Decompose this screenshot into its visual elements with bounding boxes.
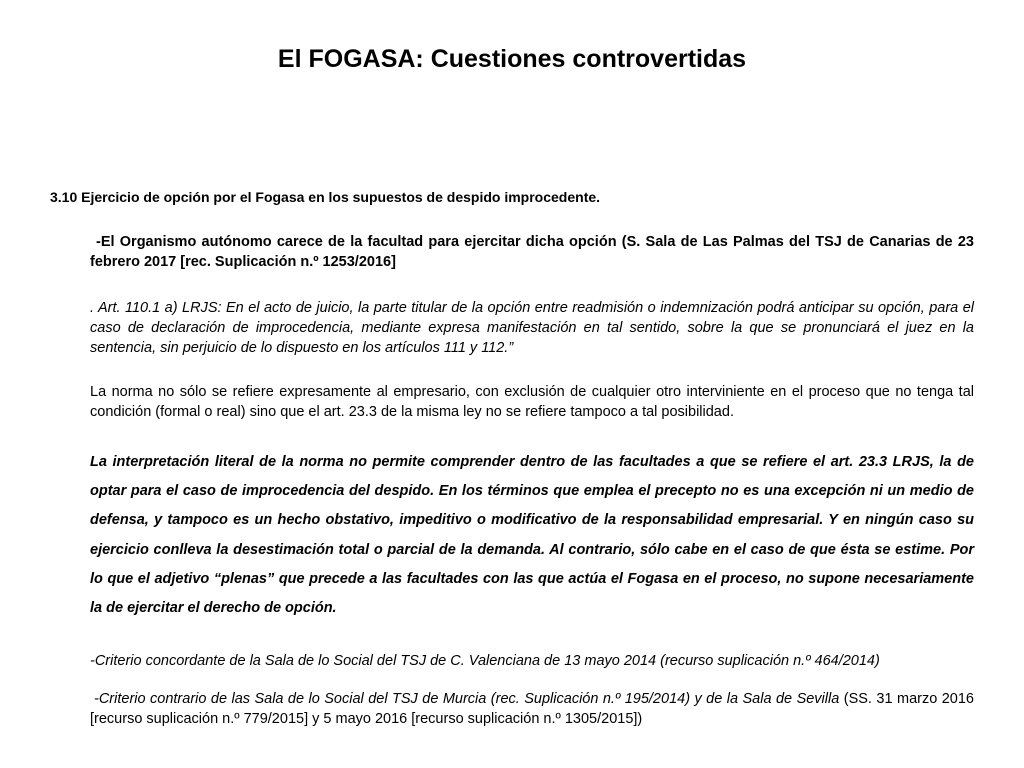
paragraph-organismo-autonomo: -El Organismo autónomo carece de la facultad para ejercitar dicha opción (S. Sala de Las Palmas del TSJ de Canarias de 23 febrero 2017 [rec. Suplicación n.º 1253/2016]: [90, 234, 974, 270]
criterio-contrario-italic: -Criterio contrario de las Sala de lo Social del TSJ de Murcia (rec. Suplicación n.º 195/2014) y de la Sala de Sevilla: [94, 691, 844, 707]
paragraph-interpretacion-literal: La interpretación literal de la norma no permite comprender dentro de las facultades a que se refiere el art. 23.3 LRJS, la de optar para el caso de improcedencia del despido. En los términos que emplea el precepto no es una excepción ni un medio de defensa, y tampoco es un hecho obstativo, impeditivo o modificativo de la responsabilidad empresarial. Y en ningún caso su ejercicio conlleva la desestimación total o parcial de la demanda. Al contrario, sólo cabe en el caso de que ésta se estime. Por lo que el adjetivo “plenas” que precede a las facultades con las que actúa el Fogasa en el proceso, no supone necesariamente la de ejercitar el derecho de opción.: [90, 454, 974, 617]
paragraph-art-110: . Art. 110.1 a) LRJS: En el acto de juicio, la parte titular de la opción entre readmisión o indemnización podrá anticipar su opción, para el caso de declaración de improcedencia, mediante expresa manifestación en tal sentido, sobre la que se pronunciará el juez en la sentencia, sin perjuicio de lo dispuesto en los artículos 111 y 112.”: [90, 300, 974, 356]
section-heading: 3.10 Ejercicio de opción por el Fogasa en los supuestos de despido improcedente.: [50, 189, 601, 205]
paragraph-criterio-concordante: -Criterio concordante de la Sala de lo Social del TSJ de C. Valenciana de 13 mayo 2014 (recurso suplicación n.º 464/2014): [90, 653, 880, 669]
criterio-contrario-rest: (SS. 31 marzo 2016 [recurso suplicación n.º 779/2015] y 5 mayo 2016 [recurso suplicación n.º 1305/2015]): [90, 691, 974, 727]
paragraph-criterio-contrario: [90, 689, 974, 729]
paragraph-norma-empresario: La norma no sólo se refiere expresamente al empresario, con exclusión de cualquier otro interviniente en el proceso que no tenga tal condición (formal o real) sino que el art. 23.3 de la misma ley no se refiere tampoco a tal posibilidad.: [90, 384, 974, 420]
slide-title: El FOGASA: Cuestiones controvertidas: [277, 45, 747, 73]
